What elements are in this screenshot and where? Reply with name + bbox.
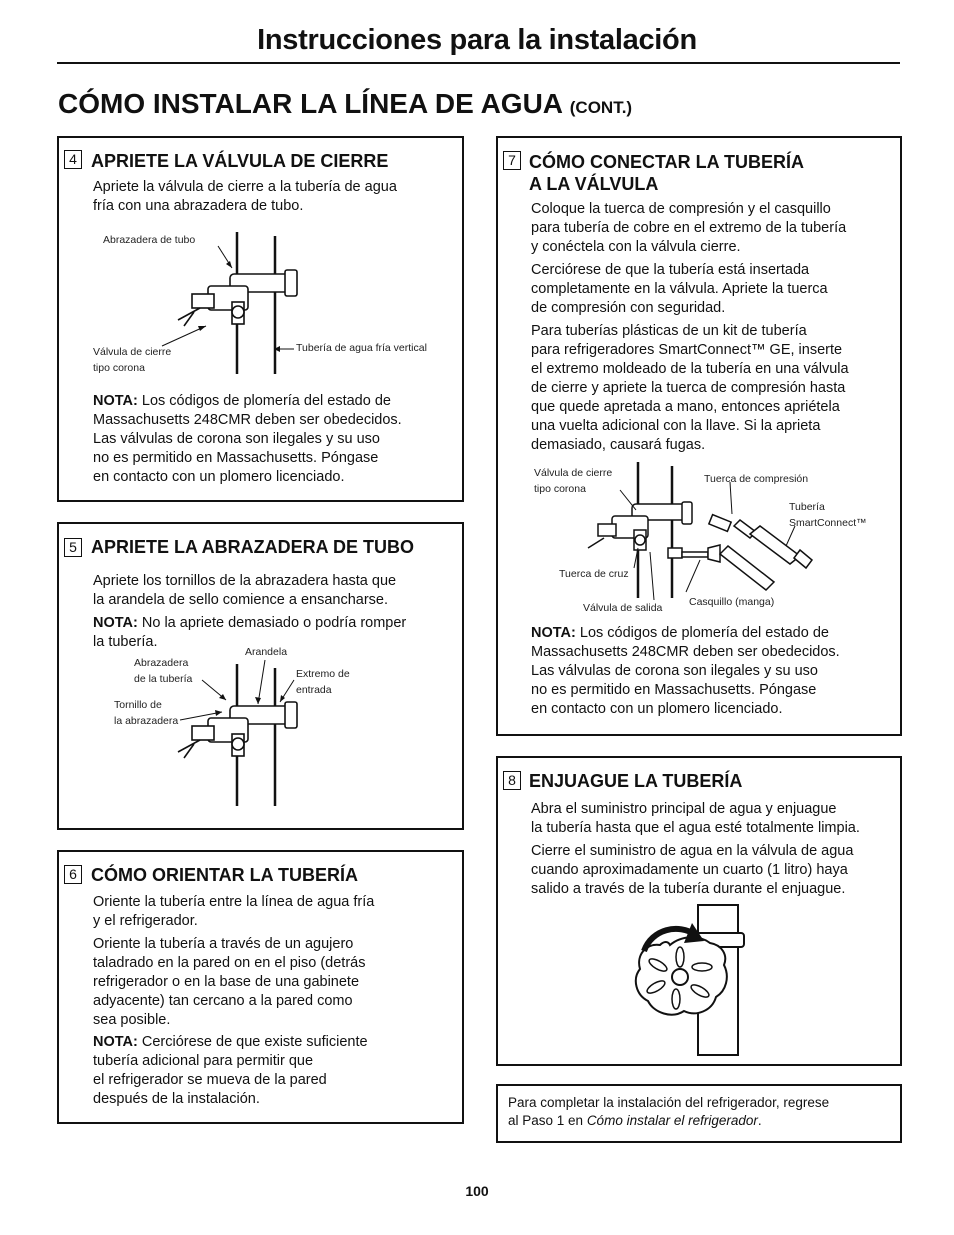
step-7-connection-illustration <box>590 460 870 600</box>
step-8-text2-line-1: Cierre el suministro de agua en la válvula de agua <box>531 843 854 859</box>
step-5-note-label: NOTA: <box>93 615 138 631</box>
step-6-note-line-1 <box>93 1033 368 1052</box>
step-6-number: 6 <box>64 865 82 884</box>
step-6-text2-line-3: refrigerador o en la base de una gabinete <box>93 974 360 990</box>
step-6-note-line-4: después de la instalación. <box>93 1091 260 1107</box>
step-7-caption-tube-1: Tubería <box>789 501 825 513</box>
step-8-text2-line-2: cuando aproximadamente un cuarto (1 litro) haya <box>531 862 848 878</box>
step-4-number: 4 <box>64 150 82 169</box>
step-4-caption-valve-2: tipo corona <box>93 362 145 374</box>
page-header-title: Instrucciones para la instalación <box>257 24 697 56</box>
step-4-text-line-1: Apriete la válvula de cierre a la tubería de agua <box>93 179 397 195</box>
section-title-cont: (CONT.) <box>569 98 633 117</box>
step-5-caption-inlet-1: Extremo de <box>296 668 350 680</box>
step-4-note-line-5: en contacto con un plomero licenciado. <box>93 469 345 485</box>
step-7-text3-line-2: para refrigeradores SmartConnect™ GE, inserte <box>531 342 843 358</box>
step-8-text2-line-3: salido a través de la tubería durante el enjuague. <box>531 881 846 897</box>
step-4-caption-clamp: Abrazadera de tubo <box>103 234 196 246</box>
step-7-text1-line-1: Coloque la tuerca de compresión y el casquillo <box>531 201 831 217</box>
step-5-note-line-1 <box>93 614 406 633</box>
step-5-caption-clamp-1: Abrazadera <box>134 657 189 669</box>
step-8-number: 8 <box>503 771 521 790</box>
step-7-caption-cross-nut: Tuerca de cruz <box>559 568 629 580</box>
step-7-number: 7 <box>503 151 521 170</box>
step-4-note-line-4: no es permitido en Massachusetts. Póngase <box>93 450 379 466</box>
step-7-note-line-3: Las válvulas de corona son ilegales y su uso <box>531 663 818 679</box>
step-4-caption-pipe: Tubería de agua fría vertical <box>296 342 427 354</box>
completion-note-link-text: Cómo instalar el refrigerador <box>586 1113 758 1128</box>
step-6-note-line-3: el refrigerador se mueva de la pared <box>93 1072 327 1088</box>
step-5-caption-washer: Arandela <box>245 646 288 658</box>
step-5-note-text-1: No la apriete demasiado o podría romper <box>141 615 407 631</box>
header-rule <box>57 62 900 64</box>
step-5-caption-clamp-2: de la tubería <box>134 673 193 685</box>
step-4-title: APRIETE LA VÁLVULA DE CIERRE <box>91 151 389 171</box>
page-number: 100 <box>465 1183 489 1199</box>
step-4-note-line-1 <box>93 392 391 411</box>
step-5-note-line-2: la tubería. <box>93 634 158 650</box>
step-7-caption-ferrule: Casquillo (manga) <box>689 596 775 608</box>
step-8-text1-line-1: Abra el suministro principal de agua y enjuague <box>531 801 837 817</box>
step-7-note-line-4: no es permitido en Massachusetts. Póngase <box>531 682 817 698</box>
step-4-note-line-2: Massachusetts 248CMR deben ser obedecidos. <box>93 412 402 428</box>
step-7-text3-line-4: de cierre y apriete la tuerca de compresión hasta <box>531 380 846 396</box>
step-7-text1-line-3: y conéctela con la válvula cierre. <box>531 239 741 255</box>
step-7-note-line-5: en contacto con un plomero licenciado. <box>531 701 783 717</box>
step-8-handle-illustration <box>630 905 770 1055</box>
step-7-caption-valve-2: tipo corona <box>534 483 586 495</box>
completion-note-line-2 <box>508 1112 762 1130</box>
step-7-text1-line-2: para tubería de cobre en el extremo de la tubería <box>531 220 847 236</box>
step-4-text-line-2: fría con una abrazadera de tubo. <box>93 198 304 214</box>
step-7-text3-line-3: el extremo moldeado de la tubería en una válvula <box>531 361 849 377</box>
step-7-text2-line-3: de compresión con seguridad. <box>531 300 726 316</box>
step-5-text-line-1: Apriete los tornillos de la abrazadera hasta que <box>93 573 397 589</box>
step-7-caption-valve-1: Válvula de cierre <box>534 467 613 479</box>
step-7-text3-line-1: Para tuberías plásticas de un kit de tubería <box>531 323 807 339</box>
step-7-caption-compression-nut: Tuerca de compresión <box>704 473 809 485</box>
step-6-note-label: NOTA: <box>93 1034 138 1050</box>
step-7-text3-line-5: que quede apretada a mano, entonces apriétela <box>531 399 840 415</box>
step-4-valve-illustration <box>170 228 350 378</box>
step-7-note-line-2: Massachusetts 248CMR deben ser obedecidos. <box>531 644 840 660</box>
step-5-caption-screw-2: la abrazadera <box>114 715 179 727</box>
step-8-text1-line-2: la tubería hasta que el agua esté totalmente limpia. <box>531 820 860 836</box>
step-5-caption-screw-1: Tornillo de <box>114 699 162 711</box>
step-5-title: APRIETE LA ABRAZADERA DE TUBO <box>91 537 414 557</box>
step-7-text2-line-1: Cerciórese de que la tubería está insertada <box>531 262 810 278</box>
step-5-clamp-illustration <box>170 660 350 810</box>
step-7-note-text-1: Los códigos de plomería del estado de <box>579 625 829 641</box>
step-4-note-line-3: Las válvulas de corona son ilegales y su uso <box>93 431 380 447</box>
step-7-note-line-1 <box>531 624 829 643</box>
step-6-text2-line-1: Oriente la tubería a través de un agujero <box>93 936 354 952</box>
step-6-text1-line-2: y el refrigerador. <box>93 913 198 929</box>
step-6-text2-line-5: sea posible. <box>93 1012 171 1028</box>
step-7-caption-tube-2: SmartConnect™ <box>789 517 867 529</box>
step-4-note-label: NOTA: <box>93 393 138 409</box>
step-5-caption-inlet-2: entrada <box>296 684 332 696</box>
completion-note-post: . <box>757 1113 762 1128</box>
section-title-text: CÓMO INSTALAR LA LÍNEA DE AGUA <box>58 88 562 119</box>
step-8-title: ENJUAGUE LA TUBERÍA <box>529 771 743 791</box>
step-7-note-label: NOTA: <box>531 625 576 641</box>
step-4-note-text-1: Los códigos de plomería del estado de <box>141 393 391 409</box>
step-7-text3-line-6: una vuelta adicional con la llave. Si la aprieta <box>531 418 821 434</box>
step-5-text-line-2: la arandela de sello comience a ensancharse. <box>93 592 389 608</box>
step-7-title-line-1: CÓMO CONECTAR LA TUBERÍA <box>529 152 804 172</box>
step-7-caption-outlet: Válvula de salida <box>583 602 663 614</box>
step-6-text1-line-1: Oriente la tubería entre la línea de agua fría <box>93 894 375 910</box>
step-6-note-line-2: tubería adicional para permitir que <box>93 1053 314 1069</box>
section-title <box>58 88 632 120</box>
completion-note-pre: al Paso 1 en <box>508 1113 587 1128</box>
step-5-number: 5 <box>64 538 82 557</box>
step-7-text2-line-2: completamente en la válvula. Apriete la tuerca <box>531 281 828 297</box>
step-7-text3-line-7: demasiado, causará fugas. <box>531 437 706 453</box>
completion-note-line-1: Para completar la instalación del refrigerador, regrese <box>508 1095 830 1110</box>
step-6-title: CÓMO ORIENTAR LA TUBERÍA <box>91 865 358 885</box>
step-6-text2-line-4: adyacente) tan cercano a la pared como <box>93 993 353 1009</box>
step-6-note-text-1: Cerciórese de que existe suficiente <box>141 1034 368 1050</box>
step-6-text2-line-2: taladrado en la pared on en el piso (detrás <box>93 955 366 971</box>
step-4-caption-valve-1: Válvula de cierre <box>93 346 172 358</box>
step-7-title-line-2: A LA VÁLVULA <box>529 174 659 194</box>
